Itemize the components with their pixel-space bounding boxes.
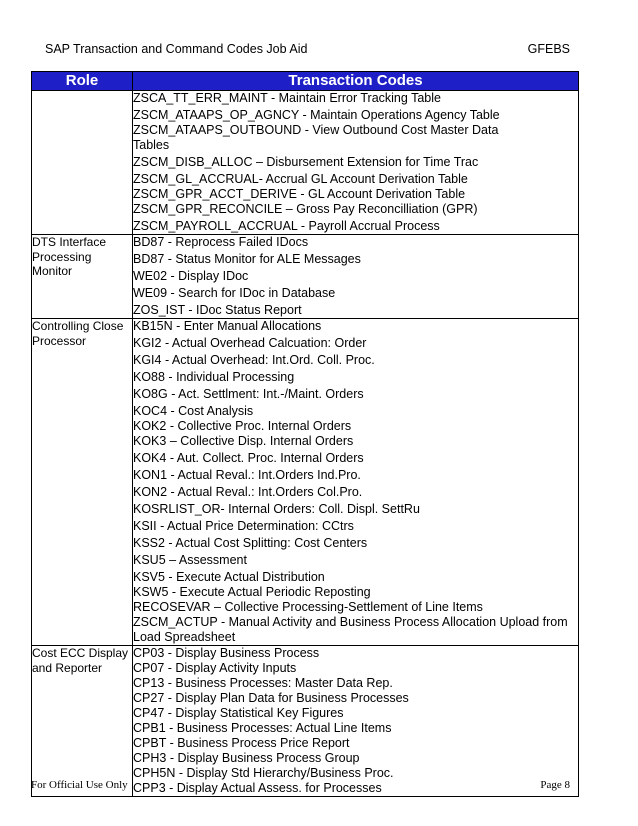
role-cell: DTS Interface Processing Monitor xyxy=(32,235,133,319)
codes-cell xyxy=(133,319,579,646)
role-cell: Controlling Close Processor xyxy=(32,319,133,646)
code-line: ZSCM_ATAAPS_OP_AGNCY - Maintain Operations Agency Table xyxy=(133,108,500,122)
table-row xyxy=(32,235,579,319)
code-line: KSW5 - Execute Actual Periodic Reposting xyxy=(133,585,371,599)
code-line: ZSCM_ATAAPS_OUTBOUND - View Outbound Cost Master Data xyxy=(133,123,499,137)
code-line: BD87 - Reprocess Failed IDocs xyxy=(133,235,309,249)
code-line: CPP3 - Display Actual Assess. for Processes xyxy=(133,781,382,795)
code-line: ZSCM_PAYROLL_ACCRUAL - Payroll Accrual Process xyxy=(133,219,440,233)
codes-cell xyxy=(133,646,579,797)
column-header-role: Role xyxy=(32,72,133,91)
code-line: KSV5 - Execute Actual Distribution xyxy=(133,570,325,584)
code-line: ZSCA_TT_ERR_MAINT - Maintain Error Tracking Table xyxy=(133,91,441,105)
document-title: SAP Transaction and Command Codes Job Aid xyxy=(45,42,308,56)
code-line: CP13 - Business Processes: Master Data Rep. xyxy=(133,676,393,690)
code-line: CPH3 - Display Business Process Group xyxy=(133,751,360,765)
code-line: ZOS_IST - IDoc Status Report xyxy=(133,303,302,317)
code-line: KGI2 - Actual Overhead Calcuation: Order xyxy=(133,336,367,350)
code-line: CP03 - Display Business Process xyxy=(133,646,320,660)
codes-cell xyxy=(133,235,579,319)
code-line: KOK3 – Collective Disp. Internal Orders xyxy=(133,434,354,448)
code-line: KSU5 – Assessment xyxy=(133,553,247,567)
code-line: ZSCM_ACTUP - Manual Activity and Business Process Allocation Upload from xyxy=(133,615,568,629)
role-cell xyxy=(32,91,133,235)
organization-label: GFEBS xyxy=(527,42,570,56)
code-line: KO8G - Act. Settlment: Int.-/Maint. Orders xyxy=(133,387,364,401)
code-line: KSII - Actual Price Determination: CCtrs xyxy=(133,519,354,533)
table-row xyxy=(32,91,579,235)
table-row xyxy=(32,646,579,797)
code-line: WE09 - Search for IDoc in Database xyxy=(133,286,336,300)
code-line: KOSRLIST_OR- Internal Orders: Coll. Displ. SettRu xyxy=(133,502,420,516)
code-line: KGI4 - Actual Overhead: Int.Ord. Coll. Proc. xyxy=(133,353,375,367)
code-line: Tables xyxy=(133,138,170,152)
code-line: RECOSEVAR – Collective Processing-Settlement of Line Items xyxy=(133,600,483,614)
transaction-codes-table xyxy=(31,71,579,797)
code-line: CPH5N - Display Std Hierarchy/Business Proc. xyxy=(133,766,394,780)
page-header xyxy=(45,42,570,58)
code-line: KOK4 - Aut. Collect. Proc. Internal Orders xyxy=(133,451,364,465)
page-footer xyxy=(31,779,570,791)
code-line: ZSCM_DISB_ALLOC – Disbursement Extension for Time Trac xyxy=(133,155,479,169)
code-line: KB15N - Enter Manual Allocations xyxy=(133,319,322,333)
code-line: WE02 - Display IDoc xyxy=(133,269,249,283)
code-line: ZSCM_GL_ACCRUAL- Accrual GL Account Derivation Table xyxy=(133,172,468,186)
codes-cell xyxy=(133,91,579,235)
code-line: KON1 - Actual Reval.: Int.Orders Ind.Pro. xyxy=(133,468,361,482)
code-line: Load Spreadsheet xyxy=(133,630,236,644)
code-line: CP47 - Display Statistical Key Figures xyxy=(133,706,344,720)
role-cell: Cost ECC Display and Reporter xyxy=(32,646,133,797)
code-line: CPB1 - Business Processes: Actual Line Items xyxy=(133,721,392,735)
column-header-transaction-codes: Transaction Codes xyxy=(133,72,579,91)
code-line: KO88 - Individual Processing xyxy=(133,370,295,384)
code-line: CP07 - Display Activity Inputs xyxy=(133,661,297,675)
code-line: KSS2 - Actual Cost Splitting: Cost Centers xyxy=(133,536,368,550)
classification-label: For Official Use Only xyxy=(31,779,128,791)
table-header-row xyxy=(32,72,579,91)
code-line: KOK2 - Collective Proc. Internal Orders xyxy=(133,419,352,433)
code-line: KOC4 - Cost Analysis xyxy=(133,404,254,418)
code-line: BD87 - Status Monitor for ALE Messages xyxy=(133,252,361,266)
code-line: KON2 - Actual Reval.: Int.Orders Col.Pro. xyxy=(133,485,363,499)
code-line: CP27 - Display Plan Data for Business Processes xyxy=(133,691,409,705)
code-line: CPBT - Business Process Price Report xyxy=(133,736,350,750)
table-row xyxy=(32,319,579,646)
code-line: ZSCM_GPR_ACCT_DERIVE - GL Account Derivation Table xyxy=(133,187,466,201)
page-number: Page 8 xyxy=(540,779,570,791)
code-line: ZSCM_GPR_RECONCILE – Gross Pay Reconcilliation (GPR) xyxy=(133,202,478,216)
